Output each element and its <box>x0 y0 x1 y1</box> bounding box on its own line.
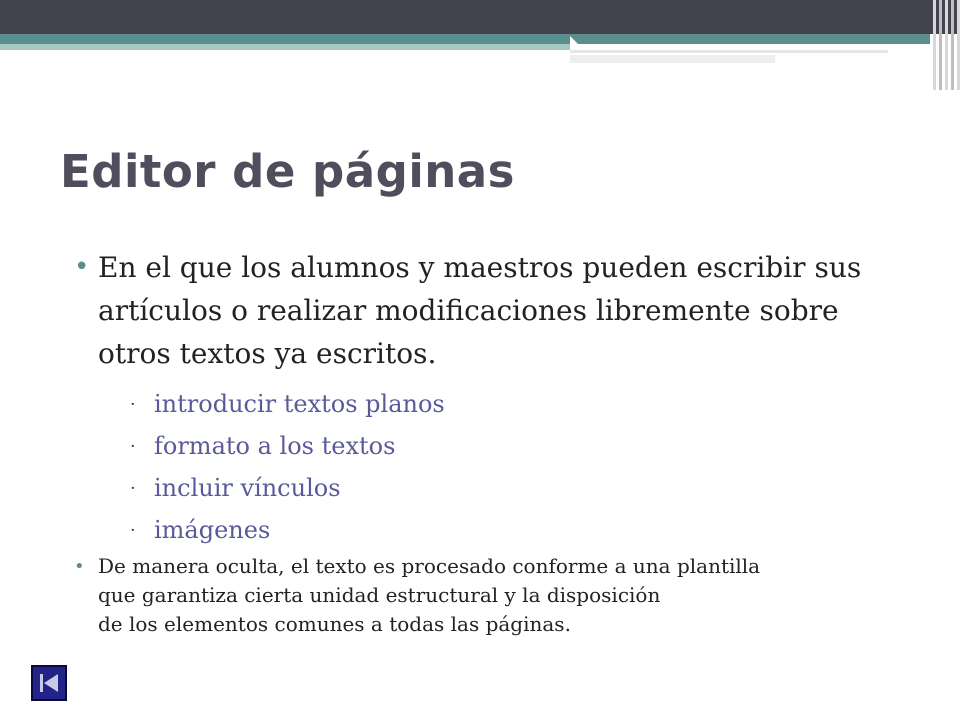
sub-marker: · <box>130 519 136 541</box>
first-slide-button[interactable] <box>31 665 67 701</box>
top-banner-teal-light <box>0 44 570 50</box>
sub-list-item <box>130 425 630 467</box>
secondary-bullet-text <box>98 552 894 639</box>
sub-list <box>130 383 630 551</box>
sub-item-text: imágenes <box>154 516 271 544</box>
primary-bullet <box>74 246 884 375</box>
first-slide-icon <box>33 667 65 699</box>
secondary-bullet-line: de los elementos comunes a todas las páginas. <box>98 612 571 636</box>
banner-fold <box>570 36 584 50</box>
slide-title: Editor de páginas <box>60 145 515 198</box>
secondary-bullet-line: que garantiza cierta unidad estructural y la disposición <box>98 583 661 607</box>
sub-item-text: introducir textos planos <box>154 390 445 418</box>
sub-item-text: incluir vínculos <box>154 474 341 502</box>
sub-marker: · <box>130 393 136 415</box>
banner-line <box>570 50 888 53</box>
sub-marker: · <box>130 477 136 499</box>
sub-marker: · <box>130 435 136 457</box>
top-banner-teal <box>0 34 930 44</box>
secondary-bullet <box>74 552 894 639</box>
bullet-marker: • <box>74 252 90 282</box>
decorative-stripes <box>930 0 960 90</box>
bullet-marker: • <box>74 556 85 577</box>
sub-list-item <box>130 383 630 425</box>
sub-list-item <box>130 467 630 509</box>
sub-list-item <box>130 509 630 551</box>
secondary-bullet-line: De manera oculta, el texto es procesado conforme a una plantilla <box>98 554 761 578</box>
primary-bullet-text: En el que los alumnos y maestros pueden escribir sus artículos o realizar modificaciones libremente sobre otros textos ya escritos. <box>98 251 862 370</box>
top-banner-dark <box>0 0 960 34</box>
banner-ghost-line <box>570 55 775 63</box>
sub-item-text: formato a los textos <box>154 432 396 460</box>
